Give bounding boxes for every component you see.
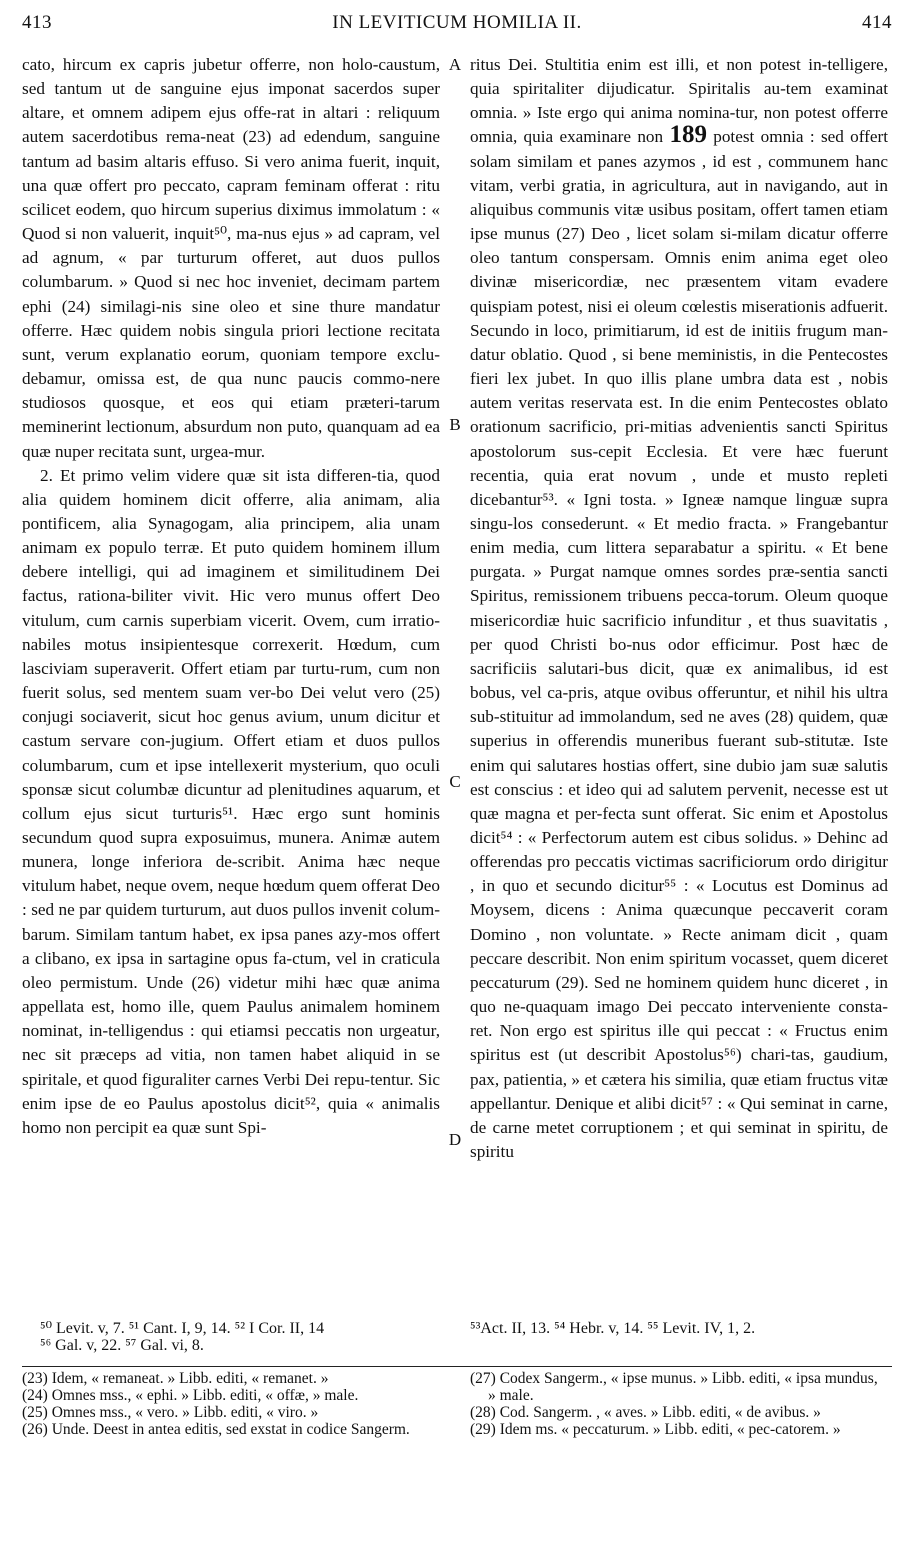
references-right <box>470 1320 888 1337</box>
note-item: (24) Omnes mss., « ephi. » Libb. editi, « offæ, » male. <box>22 1387 359 1404</box>
note-item: (23) Idem, « remaneat. » Libb. editi, « remanet. » <box>22 1370 329 1387</box>
page-number-right: 414 <box>862 12 892 33</box>
left-paragraph-1: cato, hircum ex capris jubetur offerre, non holo-caustum, sed tantum ut de sanguine ejus imponat sacerdos super altare, et omnem adipem ejus offe-rat in altari : reliquum autem sacerdotibus rema-neat (23) ad edendum, sanguine tantum ad basim altaris effuso. Si vero anima fuerit, inquit, una quæ offert pro peccato, capram feminam offerat : ritu scilicet eodem, quo hircum superius diximus immolatum : « Quod si non valuerit, inquit⁵⁰, ma-nus ejus » ad capram, vel ad agnum, « par turturum offeret, aut duos pullos columbarum. » Quod si nec hoc inveniet, decimam partem ephi (24) similagi-nis sine oleo et sine thure mandatur offerre. Hæc quidem nobis singula priori lectione recitata sunt, verum explanatio eorum, quoniam tempore exclu-debamur, omissa est, de qua nunc paucis commo-nere studiosos quosque, et eos qui etiam præteri-tarum meminerint lectionum, absurdum non puto, quanquam ad ea quæ nuper recitata sunt, urgea-mur. <box>22 55 440 461</box>
footnote-divider <box>22 1366 892 1367</box>
reference-line: ⁵⁶ Gal. v, 22. ⁵⁷ Gal. vi, 8. <box>40 1337 204 1354</box>
right-paragraph-1-start: ritus Dei. Stultitia enim est illi, et non potest in-telligere, quia spiritaliter dijudicatur. Spiritalis au-tem examinat omnia. » Iste ergo qui anima nomina-tur, non potest offerre omnia, quia examinare non <box>470 55 888 147</box>
notes-left <box>22 1370 440 1438</box>
right-paragraph-1-rest: potest omnia : sed offert solam similam et panes azymos , id est , communem hanc vitam, verbi gratia, in agricultura, aut in navigando, aut in aliquibus communis vitæ usibus positam, offert tamen etiam ipse munus (27) Deo , licet solam si-milam dicatur offerre oleo tantum conspersam. Omnis enim anima eget oleo divinæ misericordiæ, nec præsentem vitam evadere quispiam potest, nisi ei oleum cœlestis miserationis adfuerit. Secundo in loco, primitiarum, id est de initiis frugum man-datur oblatio. Quod , si bene meministis, in die Pentecostes fieri lex jubet. In quo illis plane umbra data est , nobis autem veritas reservata est. In die enim Pentecostes oblato orationum sacrificio, pri-mitias advenientis sancti Spiritus apostolorum sus-cepit Ecclesia. Et vere hæc fuerunt recentia, quia erat novum , unde et musto repleti dicebantur⁵³. « Igni tosta. » Igneæ namque linguæ supra singu-los consederunt. « Et medio fracta. » Frangebantur enim media, cum littera separabatur a spiritu. « Et bene purgata. » Purgat namque omnes sordes præ-sentia sancti Spiritus, remissionem tribuens pecca-torum. Oleum quoque misericordiæ huic sacrificio infunditur , et thus suavitatis , per quod Christi bo-nus odor efficimur. Post hæc de sacrificiis salutari-bus dicit, quæ ex animalibus, id est bobus, vel ca-pris, atque ovibus offeruntur, et nihil his ultra sub-stituitur ad immolandum, sed ne aves (28) quidem, quæ superius in offerendis muneribus fuerant sub-stitutæ. Iste enim qui salutares hostias offert, sine dubio jam suæ salutis est conscius : et ideo qui ad salutem pervenit, necesse est ut quæ magna et per-fecta sunt offerat. Sic enim et Apostolus dicit⁵⁴ : « Perfectorum autem est cibus solidus. » Dehinc ad offerendas pro peccatis victimas sacrificiorum ordo dirigitur , in quo et secundo dicitur⁵⁵ : « Locutus est Dominus ad Moysem, dicens : Anima quæcunque peccaverit coram Domino , non voluntate. » Recte animam dicit , quam peccare describit. Non enim spiritum vocasset, quem diceret peccaturum (29). Sed ne hominem quidem hunc diceret , in quo ne-quaquam imago Dei peccato interveniente consta-ret. Non ergo est spiritus ille qui peccat : « Fructus enim spiritus est (ut describit Apostolus⁵⁶) chari-tas, gaudium, pax, patientia, » et cætera his similia, quæ etiam fructus vitæ appellantur. Denique et alibi dicit⁵⁷ : « Qui seminat in carne, de carne metet corruptionem ; et qui seminat in spiritu, de spiritu <box>470 127 889 1162</box>
edition-page-number: 189 <box>669 121 707 149</box>
left-column <box>22 53 440 1140</box>
note-item: (25) Omnes mss., « vero. » Libb. editi, « viro. » <box>22 1404 319 1421</box>
reference-line: ⁵⁰ Levit. v, 7. ⁵¹ Cant. I, 9, 14. ⁵² I Cor. II, 14 <box>40 1320 325 1337</box>
right-column <box>470 53 888 1164</box>
notes-right <box>470 1370 888 1438</box>
note-item: (26) Unde. Deest in antea editis, sed exstat in codice Sangerm. <box>22 1421 410 1438</box>
margin-marker-c: C <box>449 772 461 791</box>
running-title: IN LEVITICUM HOMILIA II. <box>332 12 582 33</box>
reference-line: ⁵³Act. II, 13. ⁵⁴ Hebr. v, 14. ⁵⁵ Levit. IV, 1, 2. <box>470 1320 756 1337</box>
margin-marker-a: A <box>448 55 462 74</box>
page-header <box>22 8 892 38</box>
margin-marker-b: B <box>449 415 461 434</box>
note-item: (27) Codex Sangerm., « ipse munus. » Libb. editi, « ipsa mundus, » male. <box>470 1370 878 1404</box>
page-number-left: 413 <box>22 12 52 33</box>
references-left <box>40 1320 458 1354</box>
left-paragraph-2: 2. Et primo velim videre quæ sit ista differen-tia, quod alia quidem hominem dicit offerre, alia animam, alia pontificem, alia Synagogam, alia principem, alia unam animam ex populo terræ. Et puto quidem hominem illum debere intelligi, qui ad imaginem et similitudinem Dei factus, rationa-biliter vivit. Hic vero munus offert Deo vitulum, cum carnis superbiam vicerit. Ovem, cum irratio-nabiles motus insipientesque correxerit. Hœdum, cum lasciviam superaverit. Offert etiam par turtu-rum, cum non fuerit solus, sed mentem suam ver-bo Dei velut vero (25) conjugi sociaverit, sicut hoc genus avium, unum dicitur et castum servare con-jugium. Offert etiam et duos pullos columbarum, cum et ipse intellexerit mysterium, quo oculi sponsæ sicut columbæ dicuntur ad plenitudines aquarum, et collum ejus sicut turturis⁵¹. Hæc ergo sunt hominis secundum quod supra exposuimus, munera. Animæ autem munera, longe inferiora de-scribit. Anima hæc neque vitulum habet, neque ovem, neque hœdum quem offerat Deo : sed ne par quidem turturum, aut duos pullos invenit colum-barum. Similam tantum habet, ex ipsa panes azy-mos offert a clibano, ex ipsa in sartagine opus fa-ctum, vel in craticula oleo permistum. Unde (26) videtur mihi hæc quæ anima appellata est, homo ille, quem Paulus animalem hominem nominat, in-telligendus : qui etiamsi peccatis non urgeatur, nec sit præceps ad vitia, non tamen habet aliquid in se spiritale, et quod figuraliter carnes Verbi Dei repu-tentur. Sic enim ipse de eo Paulus apostolus dicit⁵², quia « animalis homo non percipit ea quæ sunt Spi- <box>22 465 440 1137</box>
margin-marker-d: D <box>448 1130 462 1149</box>
note-item: (28) Cod. Sangerm. , « aves. » Libb. editi, « de avibus. » <box>470 1404 821 1421</box>
note-item: (29) Idem ms. « peccaturum. » Libb. editi, « pec-catorem. » <box>470 1421 841 1438</box>
right-paragraph-1 <box>470 53 888 1164</box>
